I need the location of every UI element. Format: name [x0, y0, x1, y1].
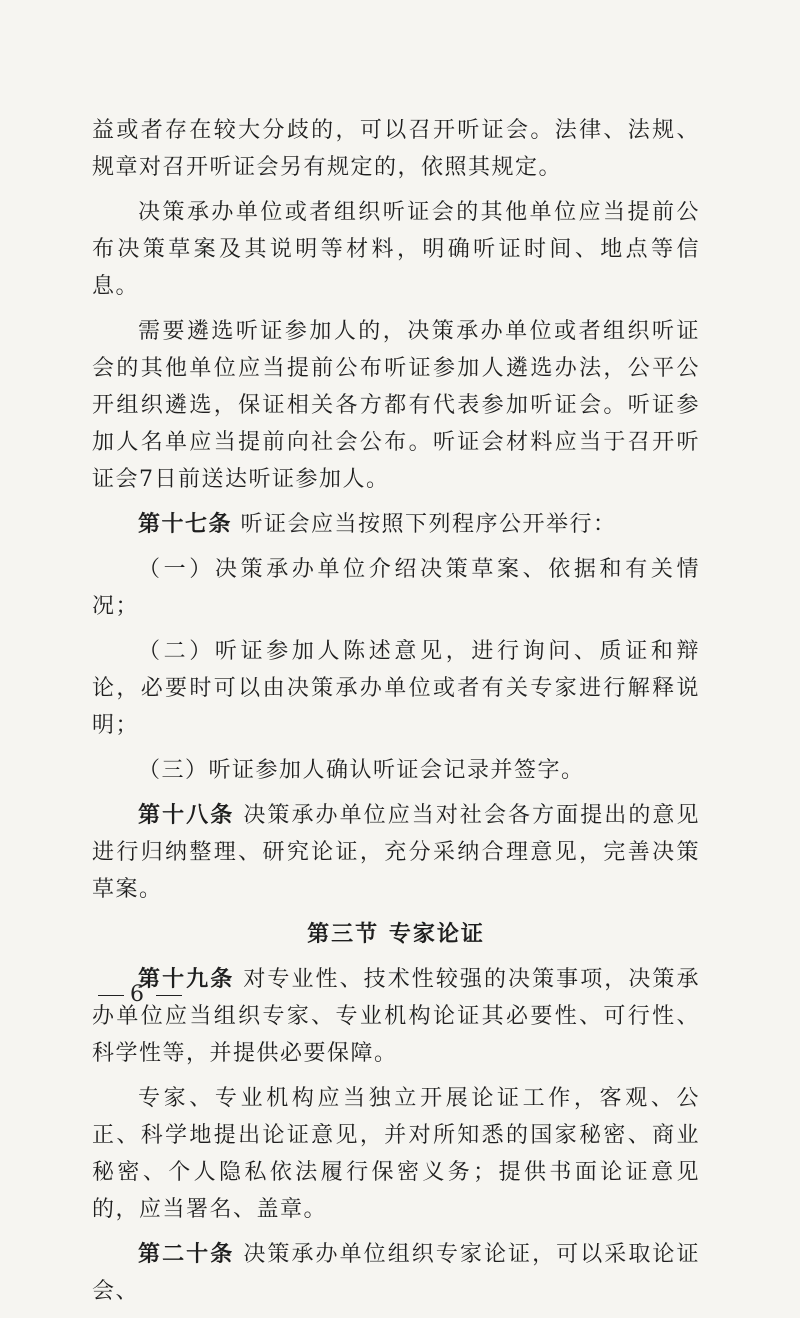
paragraph-text: 决策承办单位应当对社会各方面提出的意见进行归纳整理、研究论证，充分采纳合理意见，完善决策草案。 — [92, 803, 700, 902]
paragraph-10 — [92, 1080, 700, 1228]
article-18 — [92, 797, 700, 908]
paragraph-text: （二）听证参加人陈述意见，进行询问、质证和辩论，必要时可以由决策承办单位或者有关专家进行解释说明； — [92, 639, 700, 738]
paragraph-text: （三）听证参加人确认听证会记录并签字。 — [138, 758, 585, 783]
article-number: 第十七条 — [138, 512, 233, 537]
paragraph-text: 对专业性、技术性较强的决策事项，决策承办单位应当组织专家、专业机构论证其必要性、可行性、科学性等，并提供必要保障。 — [92, 967, 700, 1066]
dash-left — [98, 995, 124, 996]
document-body — [92, 112, 700, 1318]
paragraph-text: 决策承办单位组织专家论证，可以采取论证会、 — [92, 1242, 700, 1304]
article-20 — [92, 1236, 700, 1310]
paragraph-text: 决策承办单位或者组织听证会的其他单位应当提前公布决策草案及其说明等材料，明确听证时间、地点等信息。 — [92, 200, 700, 299]
article-number: 第十八条 — [138, 803, 235, 828]
paragraph-item-2 — [92, 633, 700, 744]
section-title: 第三节 专家论证 — [307, 922, 485, 947]
paragraph-text: （一）决策承办单位介绍决策草案、依据和有关情况； — [92, 557, 700, 619]
page-number-text: 6 — [130, 982, 150, 1007]
article-number: 第二十条 — [138, 1242, 235, 1267]
paragraph-item-3 — [92, 752, 700, 789]
article-17 — [92, 506, 700, 543]
paragraph-text: 专家、专业机构应当独立开展论证工作，客观、公正、科学地提出论证意见，并对所知悉的国家秘密、商业秘密、个人隐私依法履行保密义务；提供书面论证意见的，应当署名、盖章。 — [92, 1086, 700, 1222]
paragraph-text: 需要遴选听证参加人的，决策承办单位或者组织听证会的其他单位应当提前公布听证参加人遴选办法，公平公开组织遴选，保证相关各方都有代表参加听证会。听证参加人名单应当提前向社会公布。听证会材料应当于召开听证会7日前送达听证参加人。 — [92, 319, 700, 492]
article-19 — [92, 961, 700, 1072]
article-number: 第十九条 — [138, 967, 235, 992]
paragraph-text: 益或者存在较大分歧的，可以召开听证会。法律、法规、规章对召开听证会另有规定的，依照其规定。 — [92, 118, 700, 180]
paragraph-3 — [92, 313, 700, 498]
paragraph-text: 听证会应当按照下列程序公开举行： — [232, 512, 617, 537]
page-number — [92, 982, 188, 1007]
paragraph-1 — [92, 112, 700, 186]
paragraph-2 — [92, 194, 700, 305]
dash-right — [156, 995, 182, 996]
paragraph-item-1 — [92, 551, 700, 625]
